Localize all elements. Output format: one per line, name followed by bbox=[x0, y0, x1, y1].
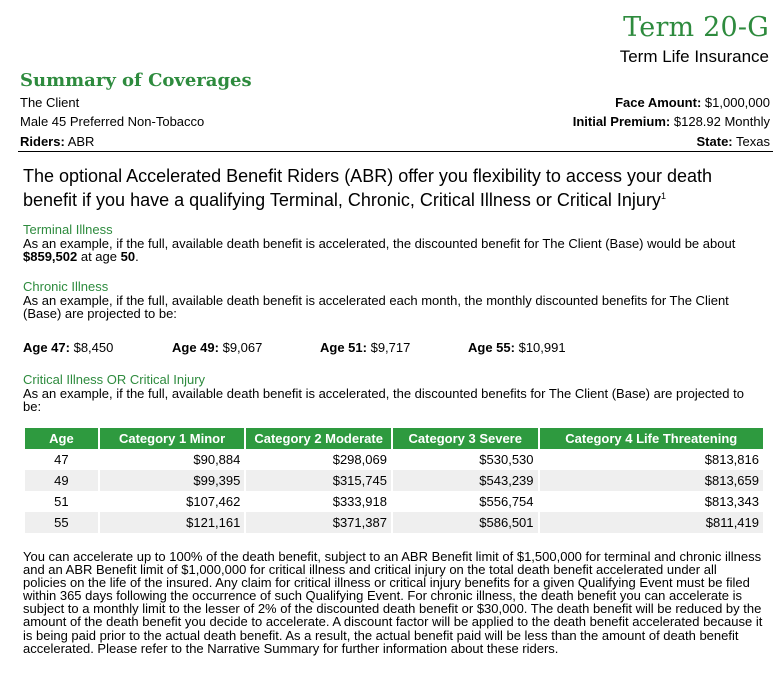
face-amount-value: $1,000,000 bbox=[704, 95, 770, 110]
table-cell-age: 49 bbox=[25, 470, 98, 491]
projection-label: Age 51: bbox=[320, 340, 367, 355]
table-cell: $333,918 bbox=[332, 494, 387, 509]
table-cell: $586,501 bbox=[393, 512, 538, 533]
terminal-illness-title: Terminal Illness bbox=[23, 222, 113, 237]
riders-line bbox=[20, 134, 94, 149]
table-cell: $530,530 bbox=[479, 452, 534, 467]
projection-label: Age 49: bbox=[172, 340, 219, 355]
table-cell: $813,816 bbox=[704, 452, 759, 467]
projection-age-55 bbox=[468, 340, 566, 355]
table-cell: $556,754 bbox=[479, 494, 534, 509]
terminal-amount: $859,502 bbox=[23, 249, 78, 264]
intro-footnote-mark: 1 bbox=[660, 191, 666, 201]
table-cell: $813,343 bbox=[704, 494, 759, 509]
table-row bbox=[25, 470, 763, 491]
intro-text: The optional Accelerated Benefit Riders (ABR) offer you flexibility to access your death benefit if you have a qualifying Terminal, Chronic, Critical Illness or Critical Injury bbox=[23, 166, 713, 210]
table-cell-age: 51 bbox=[54, 494, 69, 509]
table-cell-age: 47 bbox=[54, 452, 69, 467]
table-cell: $121,161 bbox=[100, 512, 245, 533]
column-header-category-3: Category 3 Severe bbox=[393, 428, 538, 449]
projection-value: $9,067 bbox=[222, 340, 263, 355]
projection-value: $8,450 bbox=[73, 340, 114, 355]
projection-age-47 bbox=[23, 340, 113, 355]
chronic-illness-title: Chronic Illness bbox=[23, 279, 109, 294]
face-amount-label: Face Amount: bbox=[615, 95, 702, 110]
table-cell: $99,395 bbox=[100, 470, 245, 491]
column-header-category-1: Category 1 Minor bbox=[100, 428, 245, 449]
terminal-text-end: . bbox=[135, 249, 139, 264]
chronic-illness-text: As an example, if the full, available death benefit is accelerated each month, the monthly discounted benefits for The Client (Base) are projected to be: bbox=[23, 293, 729, 321]
face-amount-line bbox=[615, 95, 770, 110]
terminal-age: 50 bbox=[120, 249, 136, 264]
table-header-row bbox=[25, 428, 763, 449]
initial-premium-value: $128.92 Monthly bbox=[673, 114, 770, 129]
state-line bbox=[697, 134, 770, 149]
critical-illness-title: Critical Illness OR Critical Injury bbox=[23, 372, 206, 387]
rider-limits-paragraph: You can accelerate up to 100% of the death benefit, subject to an ABR Benefit limit of $1,500,000 for terminal and chronic illness and an ABR Benefit limit of $1,000,000 for critical illness and critical injury on the total death benefit accelerated under all policies on the life of the insured. Any claim for critical illness or critical injury benefits for a given Qualifying Event must be filed within 365 days following the occurrence of such Qualifying Event. For chronic illness, the death benefit you can accelerate is subject to a monthly limit to the lesser of 2% of the discounted death benefit or $30,000. The death benefit will be reduced by the amount of the death benefit you decide to accelerate. A discount factor will be applied to the death benefit accelerated because it is being paid prior to the actual death benefit. As a result, the actual benefit paid will be less than the amount of death benefit accelerated. Please refer to the Narrative Summary for further information about these riders. bbox=[23, 549, 763, 656]
projection-age-49 bbox=[172, 340, 262, 355]
table-cell: $298,069 bbox=[332, 452, 387, 467]
projection-label: Age 47: bbox=[23, 340, 70, 355]
table-row bbox=[25, 449, 763, 470]
terminal-text-before: As an example, if the full, available death benefit is accelerated, the discounted benefit for The Client (Base) would be about bbox=[23, 236, 736, 251]
initial-premium-label: Initial Premium: bbox=[572, 114, 671, 129]
intro-paragraph bbox=[23, 166, 763, 210]
terminal-text-middle: at age bbox=[77, 249, 121, 264]
table-cell: $315,745 bbox=[246, 470, 391, 491]
state-value: Texas bbox=[736, 134, 770, 149]
column-header-category-4: Category 4 Life Threatening bbox=[540, 428, 763, 449]
projection-value: $10,991 bbox=[518, 340, 566, 355]
state-label: State: bbox=[696, 134, 733, 149]
column-header-category-2: Category 2 Moderate bbox=[246, 428, 391, 449]
projection-value: $9,717 bbox=[370, 340, 411, 355]
table-cell: $107,462 bbox=[186, 494, 241, 509]
critical-illness-text: As an example, if the full, available death benefit is accelerated, the discounted benefits for The Client (Base) are projected to be: bbox=[23, 386, 744, 414]
projection-label: Age 55: bbox=[468, 340, 515, 355]
client-details: Male 45 Preferred Non-Tobacco bbox=[20, 114, 205, 129]
column-header-age: Age bbox=[25, 428, 98, 449]
product-subtitle: Term Life Insurance bbox=[619, 47, 769, 66]
summary-divider bbox=[18, 151, 773, 152]
table-cell: $813,659 bbox=[540, 470, 763, 491]
table-row bbox=[25, 491, 763, 512]
projection-age-51 bbox=[320, 340, 410, 355]
table-cell: $543,239 bbox=[393, 470, 538, 491]
client-name: The Client bbox=[20, 95, 80, 110]
table-cell: $371,387 bbox=[246, 512, 391, 533]
riders-value: ABR bbox=[67, 134, 95, 149]
summary-title: Summary of Coverages bbox=[20, 70, 252, 91]
terminal-illness-text bbox=[23, 237, 763, 263]
table-cell: $811,419 bbox=[540, 512, 763, 533]
table-cell: $90,884 bbox=[193, 452, 241, 467]
riders-label: Riders: bbox=[20, 134, 65, 149]
table-cell-age: 55 bbox=[25, 512, 98, 533]
initial-premium-line bbox=[573, 114, 770, 129]
table-row bbox=[25, 512, 763, 533]
product-name: Term 20-G bbox=[623, 12, 769, 43]
critical-benefits-table bbox=[23, 428, 765, 533]
